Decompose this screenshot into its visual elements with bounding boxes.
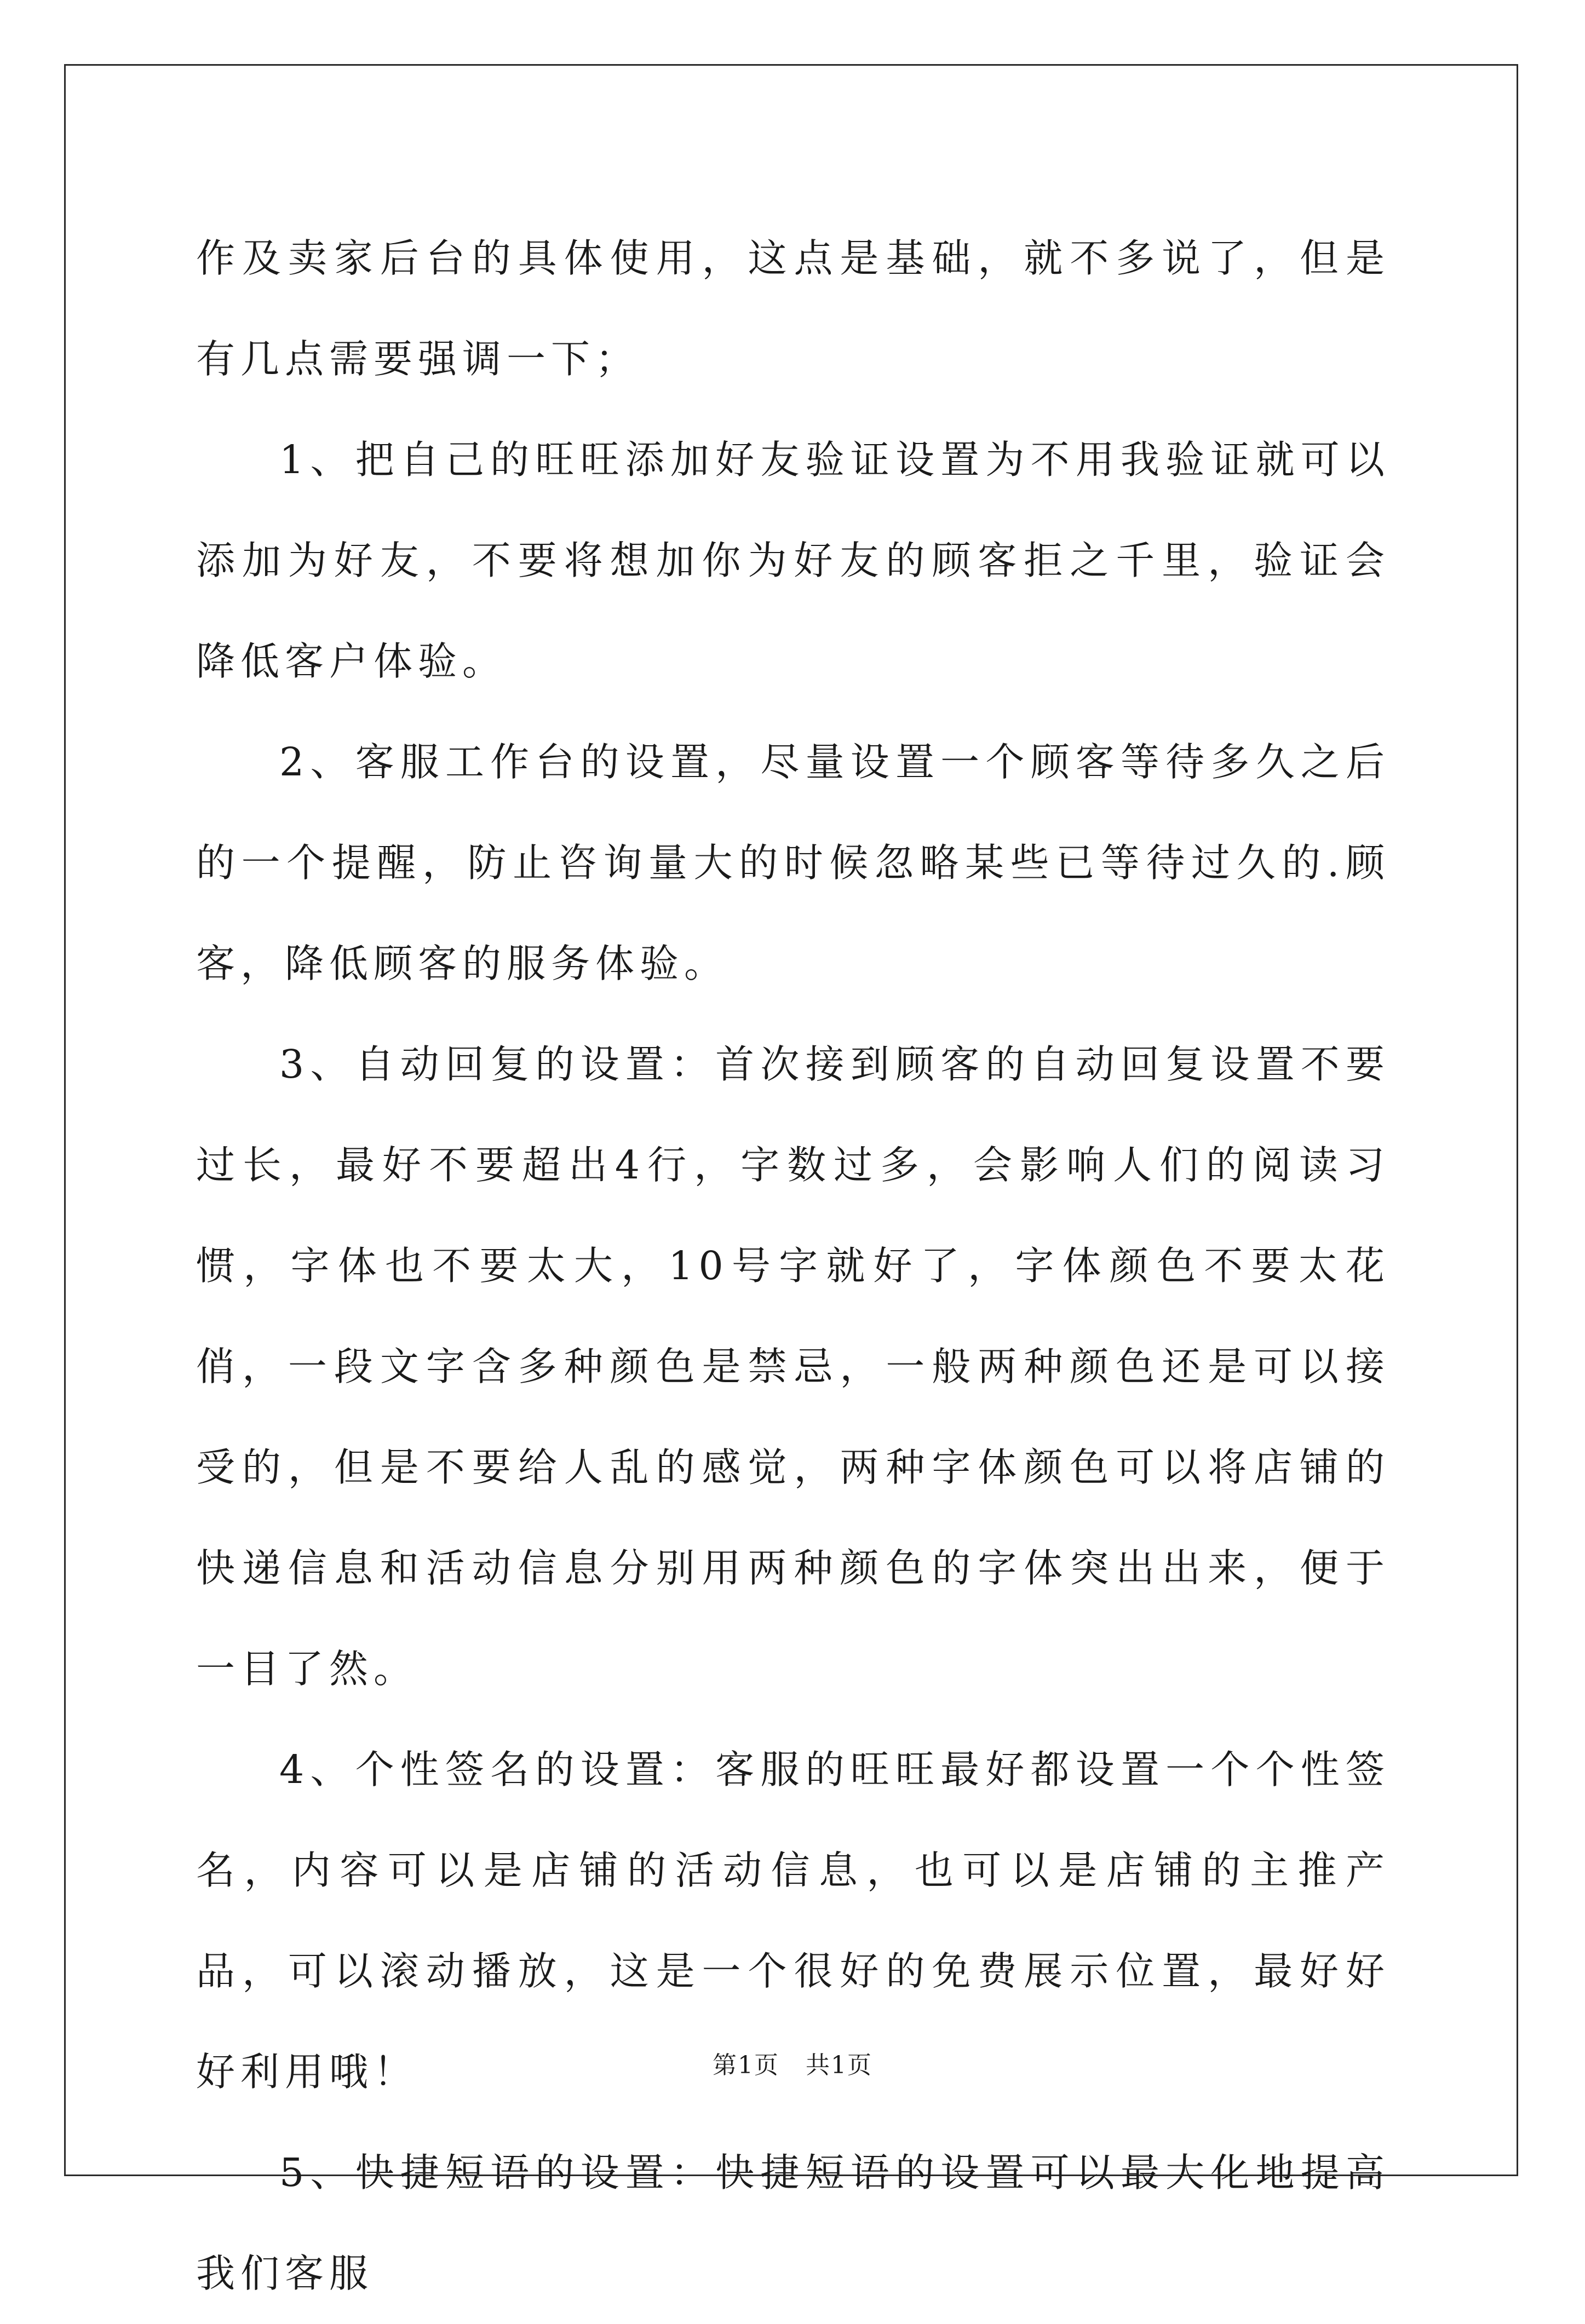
page-total: 共1页 (805, 2051, 872, 2079)
paragraph: 5、快捷短语的设置：快捷短语的设置可以最大化地提高我们客服 (196, 2150, 1390, 2296)
page-footer (0, 2045, 1585, 2080)
paragraph: 3、自动回复的设置：首次接到顾客的自动回复设置不要过长，最好不要超出4行，字数过多，会影响人们的阅读习惯，字体也不要太大，10号字就好了，字体颜色不要太花俏，一段文字含多种颜色是禁忌，一般两种颜色还是可以接受的，但是不要给人乱的感觉，两种字体颜色可以将店铺的快递信息和活动信息分别用两种颜色的字体突出出来，便于一目了然。 (196, 1042, 1390, 1692)
paragraph: 2、客服工作台的设置，尽量设置一个顾客等待多久之后的一个提醒，防止咨询量大的时候忽略某些已等待过久的.顾客，降低顾客的服务体验。 (196, 739, 1390, 986)
paragraph: 作及卖家后台的具体使用，这点是基础，就不多说了，但是有几点需要强调一下； (196, 235, 1390, 382)
paragraph: 4、个性签名的设置：客服的旺旺最好都设置一个个性签名，内容可以是店铺的活动信息，也可以是店铺的主推产品，可以滚动播放，这是一个很好的免费展示位置，最好好好利用哦！ (196, 1747, 1390, 2095)
page-number: 第1页 (713, 2051, 780, 2079)
document-body (196, 208, 1390, 2324)
paragraph: 1、把自己的旺旺添加好友验证设置为不用我验证就可以添加为好友，不要将想加你为好友的顾客拒之千里，验证会降低客户体验。 (196, 437, 1390, 684)
